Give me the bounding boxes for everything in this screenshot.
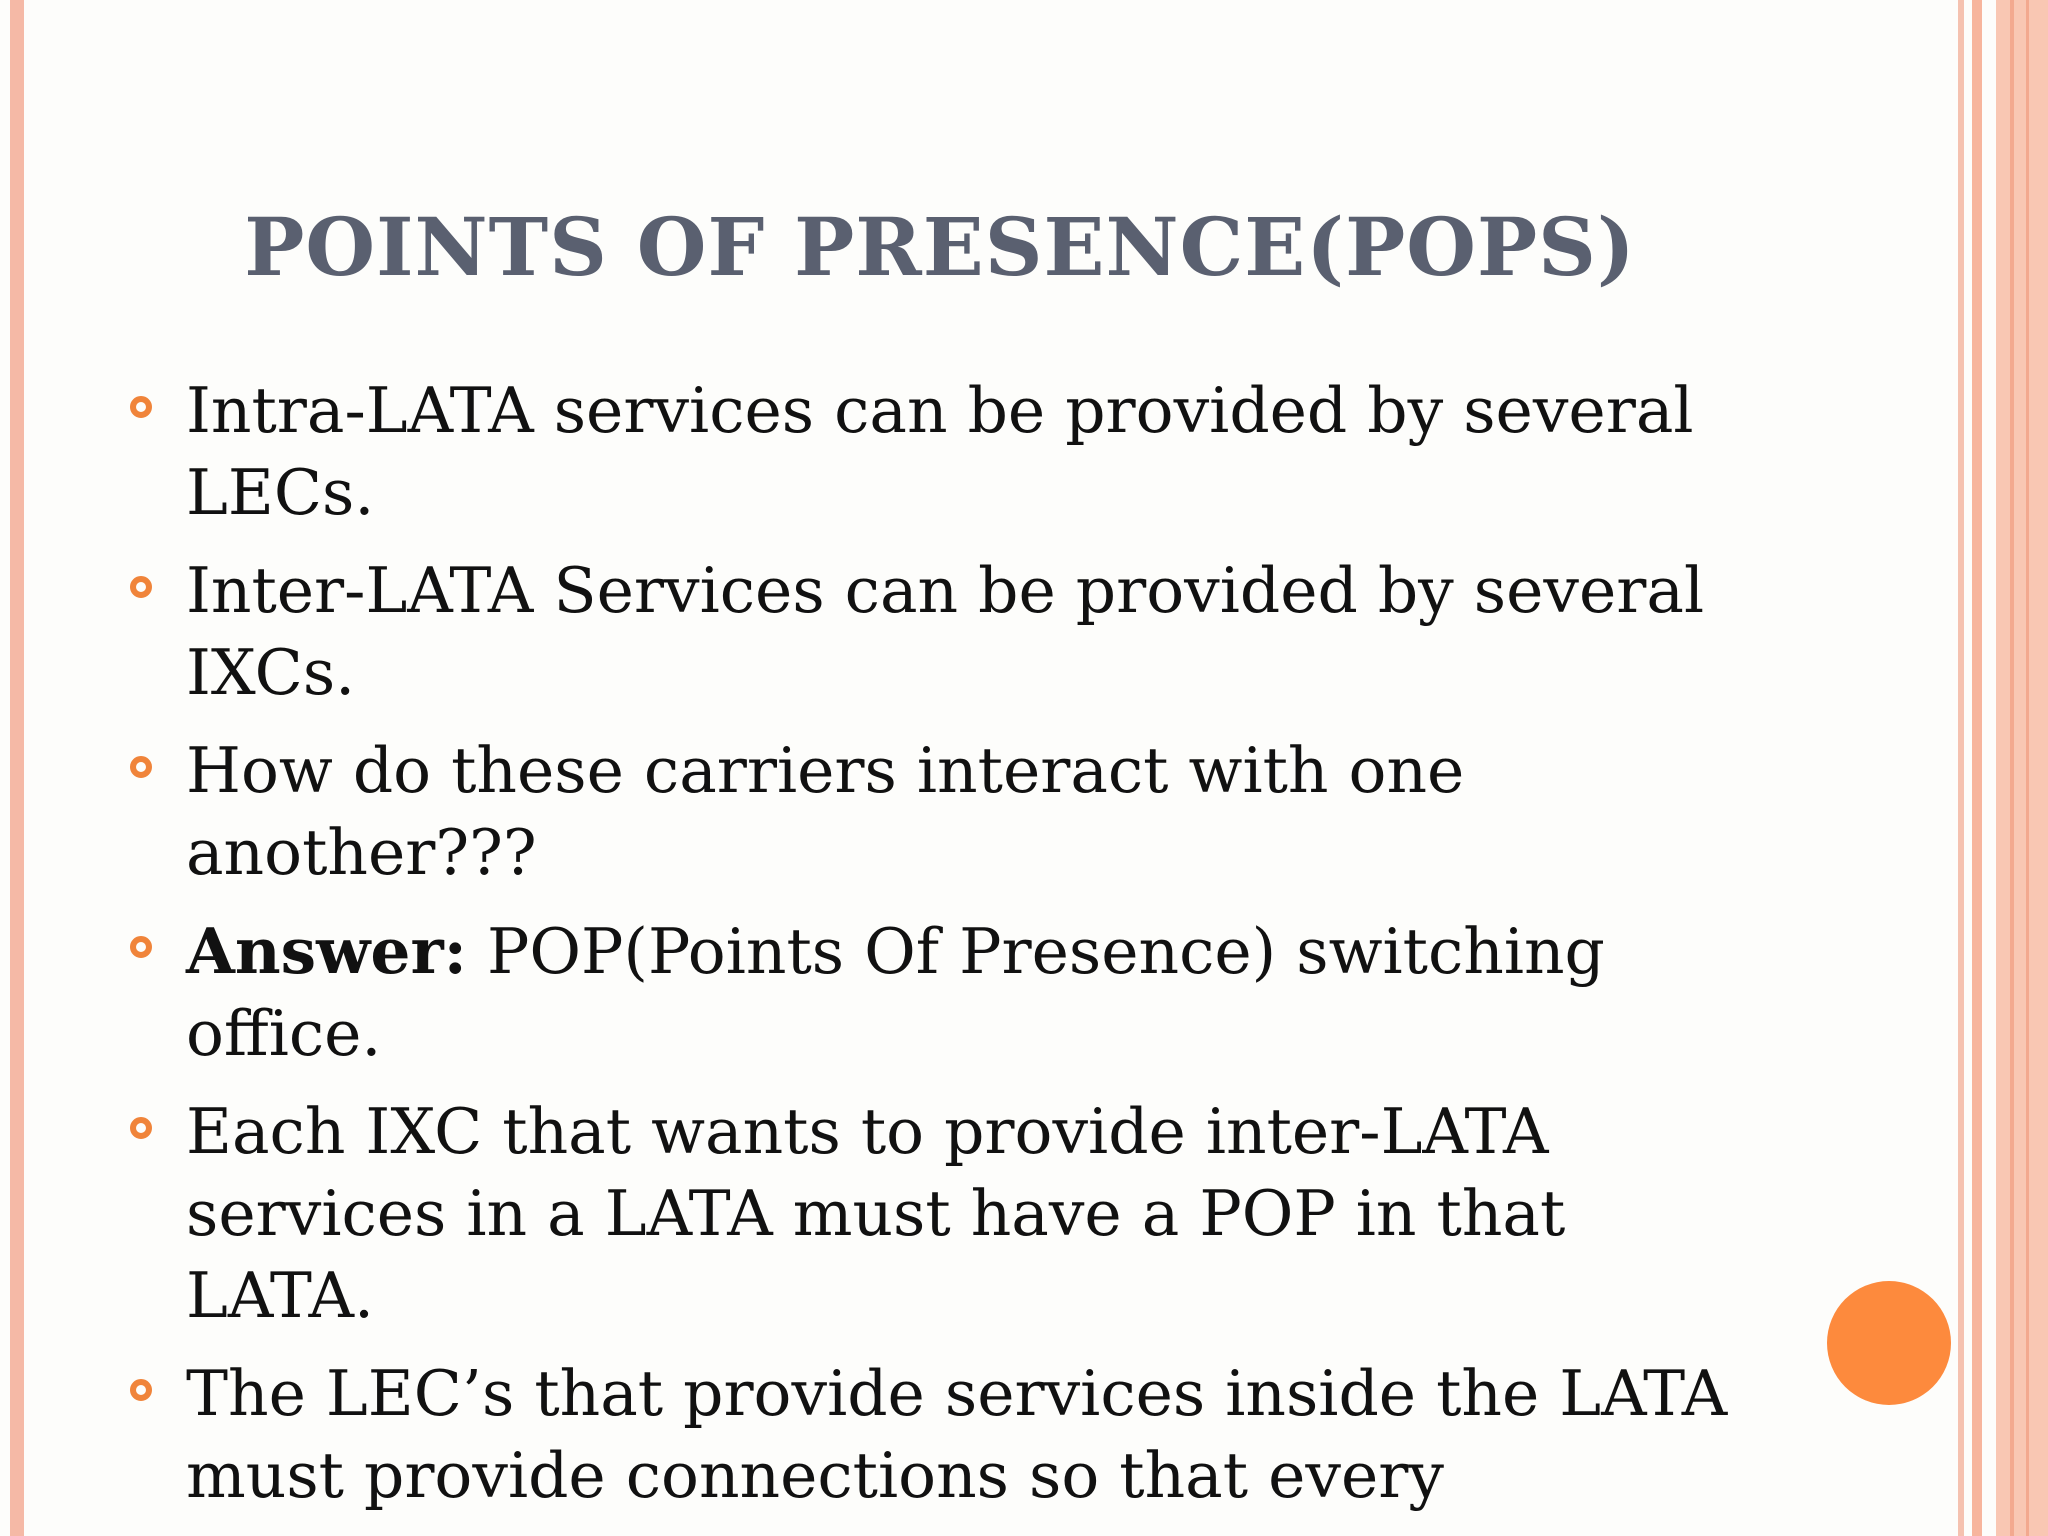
right-border-stripe	[2010, 0, 2014, 1536]
bullet-item	[130, 730, 1770, 894]
bullet-item	[130, 550, 1770, 714]
slide-title: POINTS OF PRESENCE(POPS)	[244, 200, 1636, 294]
bullet-text: Inter-LATA Services can be provided by several IXCs.	[186, 554, 1705, 709]
bullet-text: The LEC’s that provide services inside the LATA must provide connections so that every	[186, 1357, 1728, 1512]
right-border-stripe	[1996, 0, 2048, 1536]
bullet-item	[130, 370, 1770, 534]
ring-bullet-icon	[130, 756, 152, 778]
bullet-item	[130, 1353, 1770, 1517]
right-border-stripe	[1958, 0, 1964, 1536]
right-border-stripe	[2026, 0, 2029, 1536]
bullet-text: POP(Points Of Presence) switching office.	[186, 915, 1605, 1070]
bullet-item	[130, 1091, 1770, 1337]
ring-bullet-icon	[130, 396, 152, 418]
ring-bullet-icon	[130, 1117, 152, 1139]
bullet-text: Intra-LATA services can be provided by several LECs.	[186, 374, 1694, 529]
bullet-text: How do these carriers interact with one another???	[186, 734, 1465, 889]
bullet-list	[130, 370, 1770, 1533]
right-border-stripe	[1972, 0, 1982, 1536]
bullet-item	[130, 910, 1770, 1075]
answer-label: Answer:	[186, 914, 467, 988]
decorative-circle	[1827, 1281, 1951, 1405]
ring-bullet-icon	[130, 1379, 152, 1401]
bullet-text: Each IXC that wants to provide inter-LATA services in a LATA must have a POP in that LATA.	[186, 1095, 1566, 1332]
ring-bullet-icon	[130, 576, 152, 598]
ring-bullet-icon	[130, 936, 152, 958]
